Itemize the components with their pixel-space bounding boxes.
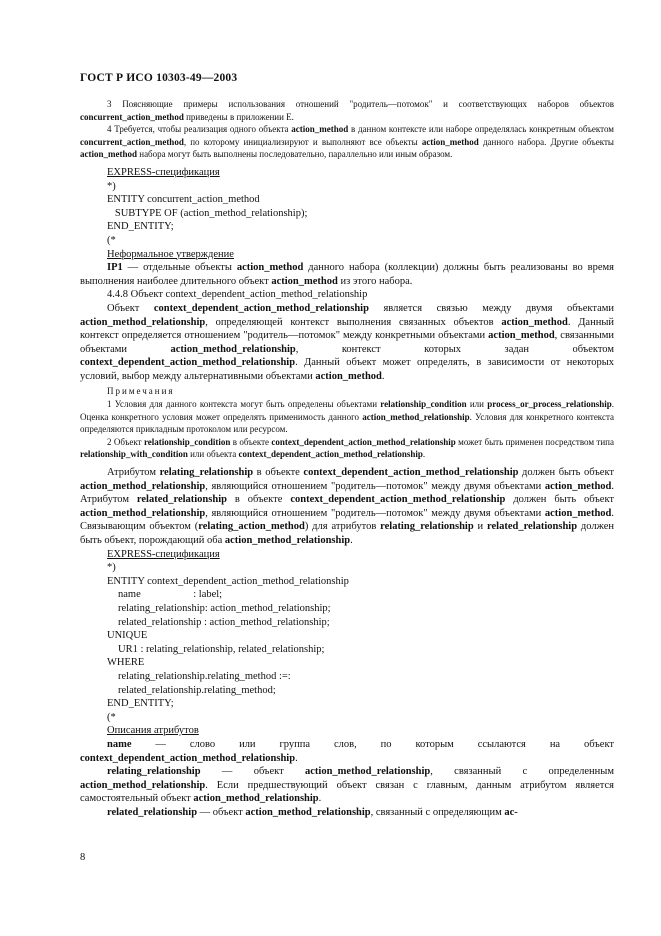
express-line: END_ENTITY; [107,698,174,710]
express-line: SUBTYPE OF (action_method_relationship); [107,207,308,219]
text: 4 Требуется, чтобы реализация одного объекта [107,124,292,135]
page-content [80,98,614,819]
term: related_relationship [487,521,578,533]
term: relating_relationship [159,467,254,479]
text: должен быть объект, порождающий оба [80,521,615,546]
term: action_method_relationship [80,316,206,328]
text: Объект [107,302,154,314]
express-line: END_ENTITY; [107,221,174,233]
express-heading-1: EXPRESS-спецификация [107,166,220,178]
text: может быть применен посредством типа [455,436,614,447]
term: action_method [315,370,382,382]
text: — объект [197,806,246,818]
text: или [466,399,488,410]
text: — объект [200,766,305,778]
term: action_method [271,275,338,287]
term: action_method [421,136,479,147]
document-header: ГОСТ Р ИСО 10303-49—2003 [80,72,238,84]
text: . [295,752,298,764]
express-line: related_relationship.relating_method; [118,684,276,696]
text: в объекте [226,494,291,506]
term: context_dependent_action_method_relationship [80,752,296,764]
express-heading-2: EXPRESS-спецификация [107,548,220,560]
attribute-relating-relationship [80,765,614,806]
term: action_method_relationship [80,779,206,791]
express-line: name : label; [118,589,223,601]
express-line: UNIQUE [107,630,148,642]
express-line: (* [107,711,116,723]
text: , связанный с определяющим [370,806,505,818]
text: , определяющей контекст выполнения связанных объектов [205,316,502,328]
text: . [381,370,385,382]
term: action_method_relationship [224,535,351,546]
term: action_method [488,330,555,342]
attribute-name [80,738,614,765]
text: 3 Поясняющие примеры использования отношений "родитель—потомок" и соответствующих наборов объектов [107,99,614,109]
express-line: WHERE [107,657,145,669]
text: приведены в приложении Е. [183,111,294,122]
text: , контекст которых задан объектом [295,343,614,355]
note-1 [80,398,614,436]
text: . Атрибутом [80,480,614,506]
text: . Если предшествующий объект связан с главным, данным атрибутом является самостоятельный объект [80,779,614,805]
text: , связанными объектами [80,330,614,355]
term: relationship_condition [380,399,467,410]
term: action_method [236,262,304,274]
informal-heading: Неформальное утверждение [107,248,234,260]
express-line: *) [107,562,116,574]
text: , по которому инициализируют и выполняют все объекты [183,136,422,147]
notes-label: Примечания [107,386,175,397]
text: в объекте [230,436,272,447]
text: в объекте [253,467,304,479]
text: данного набора (коллекции) должны быть реализованы во время выполнения наиболее длительного объект [80,262,614,287]
paragraph-1 [80,302,614,384]
term: action_method [544,507,612,519]
term: context_dependent_action_method_relationship [303,467,519,479]
express-line: (* [107,234,116,246]
note-2 [80,436,614,461]
express-line: relating_relationship: action_method_relationship; [118,602,331,614]
note-3 [80,98,614,123]
term: action_method_relationship [362,411,470,422]
attributes-heading: Описания атрибутов [107,725,199,737]
page-number: 8 [80,852,86,863]
text: . [318,793,322,805]
text: должен быть объект [505,494,615,506]
term: context_dependent_action_method_relationship [153,302,369,314]
text: — слово или группа слов, по которым ссылаются на объект [131,738,614,750]
text: . Связывающим объектом ( [80,507,614,533]
text: в данном контексте или наборе определялась конкретным объектом [348,124,614,135]
text: , связанный с определенным [430,766,614,778]
term: IP1 [107,262,123,274]
term: action_method_relationship [245,806,371,818]
term: relationship_with_condition [80,449,188,460]
term: process_or_process_relationship [487,399,612,410]
text: и [473,521,488,533]
text: . Данный объект может определять, в зависимости от некоторых условий, выбор между альтернативными объектами [80,357,614,382]
express-line: *) [107,180,116,192]
express-line: related_relationship : action_method_relationship; [118,616,330,628]
text: . Оценка конкретного условия может определять применимость данного [80,399,614,422]
note-4 [80,123,614,161]
text: набора могут быть выполнены последовательно, параллельно или иным образом. [137,149,453,160]
text: Атрибутом [107,467,160,479]
term: ac- [504,806,518,818]
text: является связью между двумя объектами [368,302,614,314]
term: name [107,738,132,750]
attribute-related-relationship [80,806,614,820]
paragraph-2 [80,466,614,548]
term: action_method_relationship [170,343,296,355]
term: action_method [544,480,612,492]
term: relationship_condition [143,436,231,447]
term: concurrent_action_method [80,136,184,147]
term: action_method [501,316,568,328]
term: related_relationship [107,806,198,818]
text: 1 Условия для данного контекста могут быть определены объектами [107,399,381,410]
term: context_dependent_action_method_relationship [238,449,423,460]
text: ) для атрибутов [304,521,381,533]
term: action_method_relationship [193,793,319,805]
text: . [422,449,426,460]
term: related_relationship [136,494,227,506]
express-line: UR1 : relating_relationship, related_relationship; [118,643,325,655]
term: relating_relationship [380,521,474,533]
section-title: 4.4.8 Объект context_dependent_action_method_relationship [107,289,368,301]
term: context_dependent_action_method_relationship [80,357,296,369]
text: . Условия для конкретного контекста определяются прикладным протоколом или ресурсом. [80,411,614,435]
text: или объекта [187,449,239,460]
text: — отдельные объекты [122,262,237,274]
term: concurrent_action_method [80,111,184,122]
express-line: ENTITY concurrent_action_method [107,194,260,206]
term: context_dependent_action_method_relationship [290,494,506,506]
term: action_method [291,124,349,135]
term: action_method_relationship [80,480,206,492]
informal-statement [80,261,614,288]
express-line: ENTITY context_dependent_action_method_relationship [107,575,349,587]
term: action_method_relationship [80,507,206,519]
term: context_dependent_action_method_relationship [271,436,456,447]
term: relating_action_method [198,521,305,533]
term: relating_relationship [107,766,201,778]
text: должен быть объект [518,467,615,479]
express-line: relating_relationship.relating_method :=: [118,670,291,682]
text: , являющийся отношением "родитель—потомок" между двумя объектами [205,507,545,519]
text: , являющийся отношением "родитель—потомок" между двумя объектами [205,480,545,492]
text: . [350,535,353,546]
text: . Данный контекст определяется отношением "родитель—потомок" между конкретными объектами [80,316,614,342]
text: 2 Объект [107,436,144,447]
text: данного набора. Другие объекты [478,136,614,147]
term: action_method [80,149,137,160]
term: action_method_relationship [305,766,431,778]
text: из этого набора. [337,275,413,287]
